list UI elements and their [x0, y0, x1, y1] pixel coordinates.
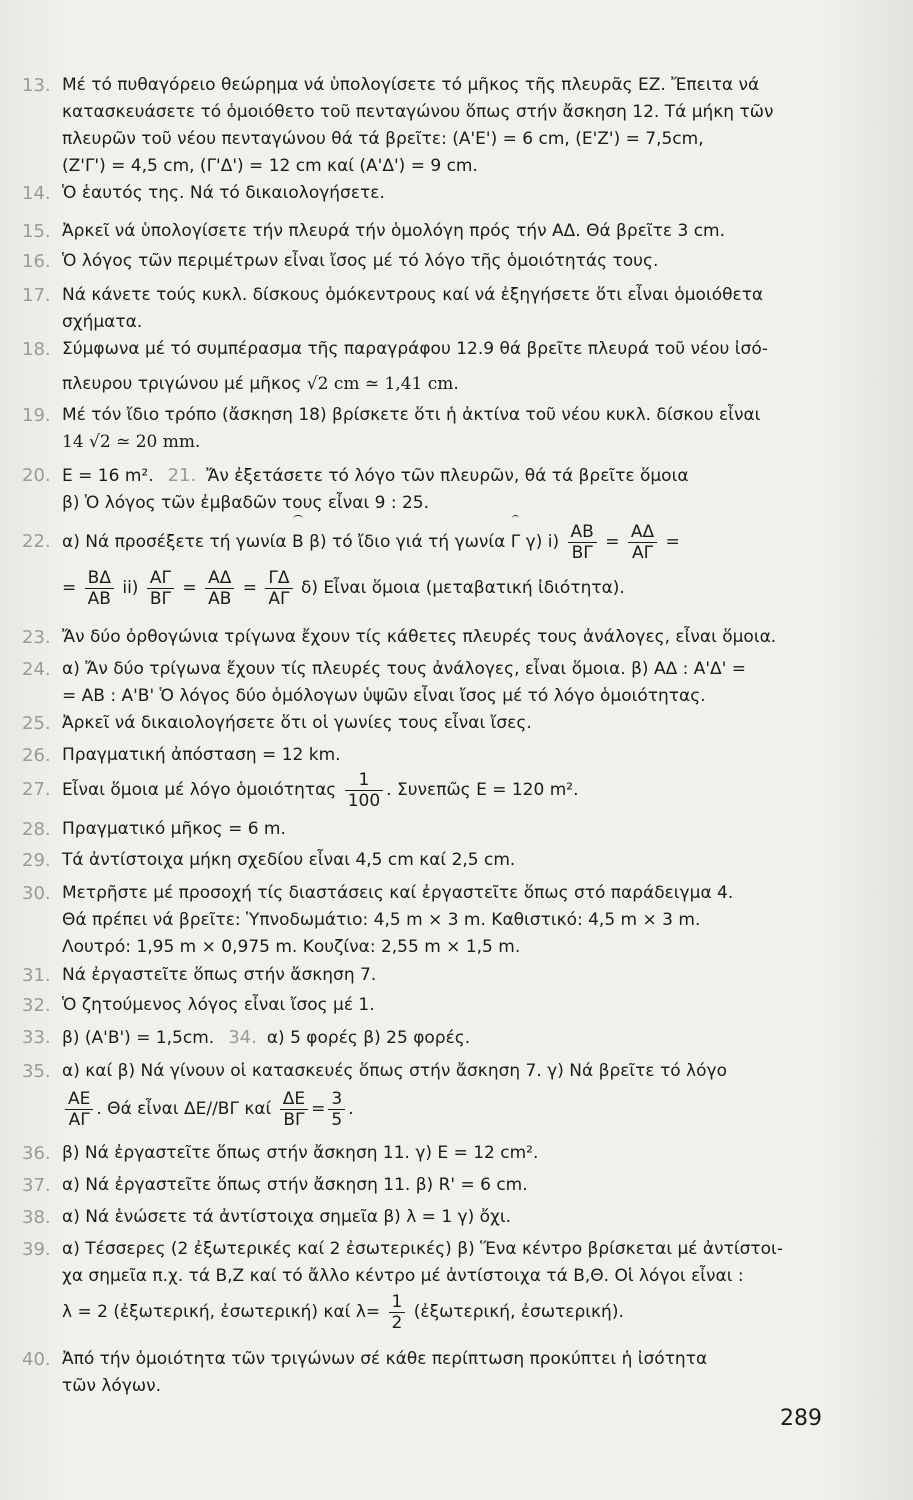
answer-number: 37. — [22, 1175, 51, 1196]
answer-line: β) Νά ἐργαστεῖτε ὅπως στήν ἄσκηση 11. γ) Ε = 12 cm². — [62, 1143, 539, 1163]
text-run: Εἶναι ὅμοια μέ λόγο ὁμοιότητας — [62, 780, 337, 800]
answer-line: Ὁ λόγος τῶν περιμέτρων εἶναι ἴσος μέ τό λόγο τῆς ὁμοιότητάς τους. — [62, 251, 659, 271]
denominator: ΑΓ — [628, 542, 657, 563]
answer-17 — [22, 282, 822, 336]
angle-g: Γ — [511, 520, 520, 564]
answer-number: 18. — [22, 339, 51, 360]
page-number: 289 — [780, 1406, 822, 1431]
answer-line: 14 √2 ≃ 20 mm. — [62, 432, 201, 452]
answer-line: Ὁ ἑαυτός της. Νά τό δικαιολογήσετε. — [62, 183, 385, 203]
answer-number: 21. — [167, 465, 197, 486]
answer-line: Μετρῆστε μέ προσοχή τίς διαστάσεις καί ἐργαστεῖτε ὅπως στό παράδειγμα 4. — [62, 883, 734, 903]
answer-line: (Ζ'Γ') = 4,5 cm, (Γ'Δ') = 12 cm καί (Α'Δ') = 9 cm. — [62, 156, 478, 176]
answer-line: Τά ἀντίστοιχα μήκη σχεδίου εἶναι 4,5 cm καί 2,5 cm. — [62, 850, 516, 870]
answer-40 — [22, 1346, 822, 1400]
fraction — [628, 522, 657, 563]
answer-number: 13. — [22, 75, 51, 96]
answer-line: = ΑΒ : Α'Β' Ὁ λόγος δύο ὁμόλογων ὑψῶν εἶναι ἴσος μέ τό λόγο ὁμοιότητας. — [62, 686, 706, 706]
answer-line — [62, 462, 822, 490]
answer-number: 30. — [22, 883, 51, 904]
text-run: Ἄν ἐξετάσετε τό λόγο τῶν πλευρῶν, θά τά βρεῖτε ὅμοια — [206, 466, 689, 486]
answer-line: Σύμφωνα μέ τό συμπέρασμα τῆς παραγράφου 12.9 θά βρεῖτε πλευρά τοῦ νέου ἰσό- — [62, 339, 768, 359]
answer-31 — [22, 962, 822, 989]
answer-line: Ἄν δύο ὀρθογώνια τρίγωνα ἔχουν τίς κάθετες πλευρές τους ἀνάλογες, εἶναι ὅμοια. — [62, 627, 777, 647]
angle-b: Β — [292, 520, 304, 564]
fraction — [345, 770, 383, 811]
equals-sign: = — [311, 1099, 326, 1119]
answer-line: Μέ τόν ἴδιο τρόπο (ἄσκηση 18) βρίσκετε ὅτι ἡ ἀκτίνα τοῦ νέου κυκλ. δίσκου εἶναι — [62, 405, 761, 425]
text-run: β) (Α'Β') = 1,5cm. — [62, 1028, 215, 1048]
denominator: 100 — [345, 790, 383, 811]
answer-29 — [22, 847, 822, 874]
numerator: ΑΒ — [570, 521, 594, 542]
answer-38 — [22, 1204, 822, 1231]
answer-28 — [22, 816, 822, 843]
answer-23 — [22, 624, 822, 651]
answer-19 — [22, 402, 822, 456]
answer-line: Ὁ ζητούμενος λόγος εἶναι ἴσος μέ 1. — [62, 995, 375, 1015]
answer-line: χα σημεῖα π.χ. τά Β,Ζ καί τό ἄλλο κέντρο μέ ἀντίστοιχα τά Β,Θ. Οἱ λόγοι εἶναι : — [62, 1266, 744, 1286]
answer-36 — [22, 1140, 822, 1167]
answer-line: Λουτρό: 1,95 m × 0,975 m. Κουζίνα: 2,55 m × 1,5 m. — [62, 937, 521, 957]
fraction — [568, 522, 597, 563]
sqrt-expression: √2 cm ≃ 1,41 cm. — [306, 374, 459, 394]
answer-39 — [22, 1236, 822, 1334]
denominator: ΑΓ — [265, 588, 292, 609]
answer-line: β) Ὁ λόγος τῶν ἐμβαδῶν τους εἶναι 9 : 25. — [62, 493, 430, 513]
numerator: ΑΔ — [630, 521, 655, 542]
fraction — [280, 1089, 308, 1130]
answer-line: = $\frac{B\Delta}{AB}$ ii) $\frac{A\Gamma}{B\Gamma}$ = $\frac{A\Delta}{AB}$ = $\frac{\Gamma\Delta}{A\Gamma}$ δ) Εἶναι ὅμοια (μεταβατική ἰδιότητα). — [62, 567, 625, 609]
answer-line: Πραγματική ἀπόσταση = 12 km. — [62, 745, 341, 765]
answer-15 — [22, 218, 822, 245]
answer-line — [62, 371, 822, 398]
answer-number: 19. — [22, 405, 51, 426]
answer-line: Νά ἐργαστεῖτε ὅπως στήν ἄσκηση 7. — [62, 965, 377, 985]
answer-number: 28. — [22, 819, 51, 840]
denominator: 5 — [328, 1109, 345, 1130]
answer-number: 22. — [22, 531, 51, 552]
fraction — [328, 1089, 345, 1130]
answer-line: Ἀρκεῖ νά δικαιολογήσετε ὅτι οἱ γωνίες τους εἶναι ἴσες. — [62, 713, 532, 733]
answer-line: α) Νά προσέξετε τή γωνία Β β) τό ἴδιο γιά τή γωνία Γ γ) i) $\frac{AB}{B\Gamma}$ = $\frac{A\Delta}{A\Gamma}$ = — [62, 521, 680, 563]
answer-line: α) Νά ἐργαστεῖτε ὅπως στήν ἄσκηση 11. β) R' = 6 cm. — [62, 1175, 528, 1195]
answer-line: Μέ τό πυθαγόρειο θεώρημα νά ὑπολογίσετε τό μῆκος τῆς πλευρᾶς ΕΖ. Ἔπειτα νά — [62, 75, 760, 95]
denominator: 2 — [389, 1312, 406, 1333]
answer-37 — [22, 1172, 822, 1199]
fraction — [389, 1292, 406, 1333]
answer-number: 29. — [22, 850, 51, 871]
denominator: ΒΓ — [280, 1109, 308, 1130]
answer-line — [62, 1024, 822, 1052]
answer-line: Ἀρκεῖ νά ὑπολογίσετε τήν πλευρά τήν ὁμολόγη πρός τήν ΑΔ. Θά βρεῖτε 3 cm. — [62, 221, 725, 241]
answer-number: 34. — [228, 1027, 257, 1048]
fraction — [205, 568, 234, 609]
answer-number: 36. — [22, 1143, 51, 1164]
answer-line — [62, 768, 822, 812]
numerator: 3 — [331, 1088, 343, 1109]
text-run: πλευρου τριγώνου μέ μῆκος — [62, 374, 302, 394]
numerator: ΔΕ — [282, 1088, 306, 1109]
answer-line — [62, 1290, 822, 1334]
text-run: γ) i) — [525, 532, 560, 552]
answer-33-34 — [22, 1024, 822, 1052]
text-run: α) Νά προσέξετε τή γωνία — [62, 532, 287, 552]
answer-line: Ἀπό τήν ὁμοιότητα τῶν τριγώνων σέ κάθε περίπτωση προκύπτει ἡ ἰσότητα — [62, 1349, 708, 1369]
text-run: β) τό ἴδιο γιά τή γωνία — [309, 532, 506, 552]
fraction — [85, 568, 114, 609]
answer-line: πλευρῶν τοῦ νέου πενταγώνου θά τά βρεῖτε: (Α'Ε') = 6 cm, (Ε'Ζ') = 7,5cm, — [62, 129, 704, 149]
answer-35 — [22, 1058, 822, 1133]
text-run: λ = 2 (ἐξωτερική, ἐσωτερική) καί λ= — [62, 1302, 381, 1322]
answer-line: α) Νά ἑνώσετε τά ἀντίστοιχα σημεῖα β) λ = 1 γ) ὄχι. — [62, 1207, 512, 1227]
text-run: α) 5 φορές β) 25 φορές. — [266, 1028, 471, 1048]
answer-number: 24. — [22, 659, 51, 680]
answer-number: 32. — [22, 995, 51, 1016]
answer-14 — [22, 180, 822, 207]
answer-32 — [22, 992, 822, 1019]
text-run: Ε = 16 m². — [62, 466, 154, 486]
answer-number: 14. — [22, 183, 51, 204]
answer-number: 40. — [22, 1349, 51, 1370]
answer-line: α) Ἄν δύο τρίγωνα ἔχουν τίς πλευρές τους ἀνάλογες, εἶναι ὅμοια. β) ΑΔ : Α'Δ' = — [62, 659, 747, 679]
answer-line: α) Τέσσερες (2 ἐξωτερικές καί 2 ἐσωτερικές) β) Ἕνα κέντρο βρίσκεται μέ ἀντίστοι- — [62, 1239, 783, 1259]
answer-number: 15. — [22, 221, 51, 242]
fraction — [147, 568, 174, 609]
answer-number: 16. — [22, 251, 51, 272]
text-run: ii) — [122, 578, 139, 598]
answer-20-21 — [22, 462, 822, 517]
numerator: ΑΓ — [149, 567, 171, 588]
answer-number: 35. — [22, 1061, 51, 1082]
answer-line: Νά κάνετε τούς κυκλ. δίσκους ὁμόκεντρους καί νά ἐξηγήσετε ὅτι εἶναι ὁμοιόθετα — [62, 285, 764, 305]
numerator: ΒΔ — [87, 567, 111, 588]
answer-number: 31. — [22, 965, 51, 986]
text-run: . Θά εἶναι ΔΕ//ΒΓ καί — [96, 1099, 272, 1119]
answer-line: Πραγματικό μῆκος = 6 m. — [62, 819, 286, 839]
answer-line: τῶν λόγων. — [62, 1376, 162, 1396]
numerator: 1 — [358, 769, 370, 790]
fraction — [65, 1089, 93, 1130]
answer-25 — [22, 710, 822, 737]
denominator: ΒΓ — [568, 542, 597, 563]
answer-number: 39. — [22, 1239, 51, 1260]
denominator: ΑΒ — [205, 588, 234, 609]
answer-26 — [22, 742, 822, 769]
answer-line: α) καί β) Νά γίνουν οἱ κατασκευές ὅπως στήν ἄσκηση 7. γ) Νά βρεῖτε τό λόγο — [62, 1061, 727, 1081]
numerator: ΑΕ — [68, 1088, 91, 1109]
answer-number: 33. — [22, 1027, 51, 1048]
answer-number: 27. — [22, 779, 51, 800]
answer-line: σχήματα. — [62, 312, 143, 332]
numerator: ΓΔ — [268, 567, 290, 588]
answer-number: 17. — [22, 285, 51, 306]
text-run: δ) Εἶναι ὅμοια (μεταβατική ἰδιότητα). — [300, 578, 625, 598]
answer-line: Θά πρέπει νά βρεῖτε: Ὑπνοδωμάτιο: 4,5 m × 3 m. Καθιστικό: 4,5 m × 3 m. — [62, 910, 701, 930]
denominator: ΑΓ — [65, 1109, 93, 1130]
fraction — [265, 568, 292, 609]
answer-line: κατασκευάσετε τό ὁμοιόθετο τοῦ πενταγώνου ὅπως στήν ἄσκηση 12. Τά μήκη τῶν — [62, 102, 774, 122]
denominator: ΑΒ — [85, 588, 114, 609]
answer-line — [62, 1085, 822, 1133]
answer-18 — [22, 336, 822, 398]
text-run: . — [348, 1099, 354, 1119]
answer-30 — [22, 880, 822, 961]
answer-number: 25. — [22, 713, 51, 734]
answer-13 — [22, 72, 822, 180]
answer-number: 23. — [22, 627, 51, 648]
answer-number: 38. — [22, 1207, 51, 1228]
answer-22 — [22, 520, 822, 612]
answer-16 — [22, 248, 822, 275]
numerator: 1 — [391, 1291, 403, 1312]
text-run: . Συνεπῶς Ε = 120 m². — [386, 780, 579, 800]
text-run: (ἐξωτερική, ἐσωτερική). — [413, 1302, 624, 1322]
numerator: ΑΔ — [208, 567, 232, 588]
answer-number: 20. — [22, 465, 51, 486]
answer-number: 26. — [22, 745, 51, 766]
answer-27 — [22, 768, 822, 812]
denominator: ΒΓ — [147, 588, 174, 609]
answer-24 — [22, 656, 822, 710]
